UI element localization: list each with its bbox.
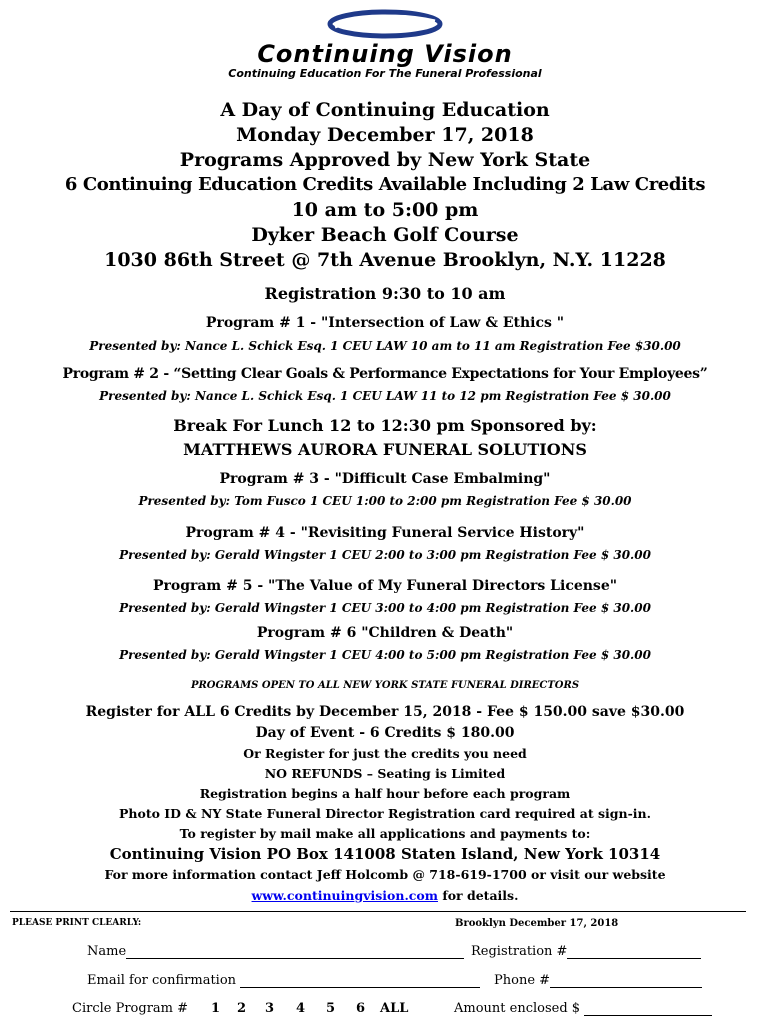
website-link[interactable]: www.continuingvision.com bbox=[251, 888, 438, 903]
program-option-2[interactable]: 2 bbox=[237, 1001, 247, 1016]
program-3-title: Program # 3 - "Difficult Case Embalming" bbox=[219, 471, 551, 487]
form-event-label: Brooklyn December 17, 2018 bbox=[455, 918, 619, 929]
program-option-1[interactable]: 1 bbox=[211, 1001, 221, 1016]
program-6-title: Program # 6 "Children & Death" bbox=[256, 625, 514, 641]
program-option-all[interactable]: ALL bbox=[380, 1001, 409, 1016]
registration-begins-note: Registration begins a half hour before each program bbox=[199, 786, 571, 801]
name-label: Name bbox=[87, 944, 127, 959]
form-divider bbox=[10, 911, 746, 912]
heading-date: Monday December 17, 2018 bbox=[236, 124, 534, 146]
program-option-6[interactable]: 6 bbox=[356, 1001, 366, 1016]
program-1-title: Program # 1 - "Intersection of Law & Ethics " bbox=[205, 315, 565, 331]
phone-label: Phone # bbox=[494, 973, 551, 988]
register-all-fee: Register for ALL 6 Credits by December 15, 2018 - Fee $ 150.00 save $30.00 bbox=[85, 704, 685, 720]
logo-tagline: Continuing Education For The Funeral Professional bbox=[228, 67, 542, 80]
photo-id-note: Photo ID & NY State Funeral Director Registration card required at sign-in. bbox=[119, 806, 651, 821]
program-1-detail: Presented by: Nance L. Schick Esq. 1 CEU LAW 10 am to 11 am Registration Fee $30.00 bbox=[89, 339, 681, 353]
mailing-address: Continuing Vision PO Box 141008 Staten Island, New York 10314 bbox=[109, 845, 661, 863]
registration-time: Registration 9:30 to 10 am bbox=[264, 284, 506, 303]
open-notice: PROGRAMS OPEN TO ALL NEW YORK STATE FUNERAL DIRECTORS bbox=[190, 680, 580, 691]
registration-number-field[interactable] bbox=[567, 944, 701, 959]
program-5-detail: Presented by: Gerald Wingster 1 CEU 3:00 to 4:00 pm Registration Fee $ 30.00 bbox=[119, 601, 651, 615]
program-4-detail: Presented by: Gerald Wingster 1 CEU 2:00 to 3:00 pm Registration Fee $ 30.00 bbox=[119, 548, 651, 562]
program-4-title: Program # 4 - "Revisiting Funeral Service History" bbox=[185, 525, 585, 541]
circle-program-label: Circle Program # bbox=[72, 1001, 189, 1016]
heading-approved: Programs Approved by New York State bbox=[179, 149, 591, 171]
program-option-3[interactable]: 3 bbox=[265, 1001, 275, 1016]
program-option-4[interactable]: 4 bbox=[296, 1001, 306, 1016]
heading-credits: 6 Continuing Education Credits Available Including 2 Law Credits bbox=[64, 174, 706, 195]
program-option-5[interactable]: 5 bbox=[326, 1001, 336, 1016]
logo-title: Continuing Vision bbox=[257, 40, 513, 68]
by-mail-note: To register by mail make all applications and payments to: bbox=[179, 826, 591, 841]
registration-number-label: Registration # bbox=[471, 944, 568, 959]
registration-row bbox=[471, 944, 701, 959]
day-of-event-fee: Day of Event - 6 Credits $ 180.00 bbox=[255, 725, 515, 741]
lunch-break: Break For Lunch 12 to 12:30 pm Sponsored by: bbox=[173, 416, 597, 435]
amount-label: Amount enclosed $ bbox=[454, 1001, 581, 1016]
program-2-detail: Presented by: Nance L. Schick Esq. 1 CEU LAW 11 to 12 pm Registration Fee $ 30.00 bbox=[99, 389, 671, 403]
heading-time: 10 am to 5:00 pm bbox=[291, 199, 479, 221]
name-field[interactable] bbox=[126, 944, 464, 959]
amount-row bbox=[454, 1001, 712, 1016]
heading-address: 1030 86th Street @ 7th Avenue Brooklyn, N.Y. 11228 bbox=[104, 249, 666, 271]
register-credits-note: Or Register for just the credits you need bbox=[243, 746, 527, 761]
name-row bbox=[87, 944, 464, 959]
program-3-detail: Presented by: Tom Fusco 1 CEU 1:00 to 2:00 pm Registration Fee $ 30.00 bbox=[138, 494, 632, 508]
program-6-detail: Presented by: Gerald Wingster 1 CEU 4:00 to 5:00 pm Registration Fee $ 30.00 bbox=[119, 648, 651, 662]
program-2-title: Program # 2 - “Setting Clear Goals & Performance Expectations for Your Employees” bbox=[62, 366, 708, 382]
heading-line-1: A Day of Continuing Education bbox=[220, 99, 550, 121]
contact-info: For more information contact Jeff Holcomb @ 718-619-1700 or visit our website bbox=[104, 867, 666, 882]
no-refunds-note: NO REFUNDS – Seating is Limited bbox=[264, 766, 506, 781]
phone-row bbox=[494, 973, 702, 988]
details-text: for details. bbox=[437, 888, 519, 903]
email-row bbox=[87, 973, 480, 988]
lunch-sponsor: MATTHEWS AURORA FUNERAL SOLUTIONS bbox=[183, 440, 587, 459]
email-field[interactable] bbox=[240, 973, 480, 988]
logo-ring-icon bbox=[325, 7, 445, 41]
phone-field[interactable] bbox=[550, 973, 702, 988]
print-clearly-label: PLEASE PRINT CLEARLY: bbox=[12, 918, 142, 928]
website-line bbox=[0, 888, 770, 903]
email-label: Email for confirmation bbox=[87, 973, 237, 988]
program-5-title: Program # 5 - "The Value of My Funeral Directors License" bbox=[152, 578, 618, 594]
amount-field[interactable] bbox=[584, 1001, 712, 1016]
heading-venue: Dyker Beach Golf Course bbox=[251, 224, 519, 246]
